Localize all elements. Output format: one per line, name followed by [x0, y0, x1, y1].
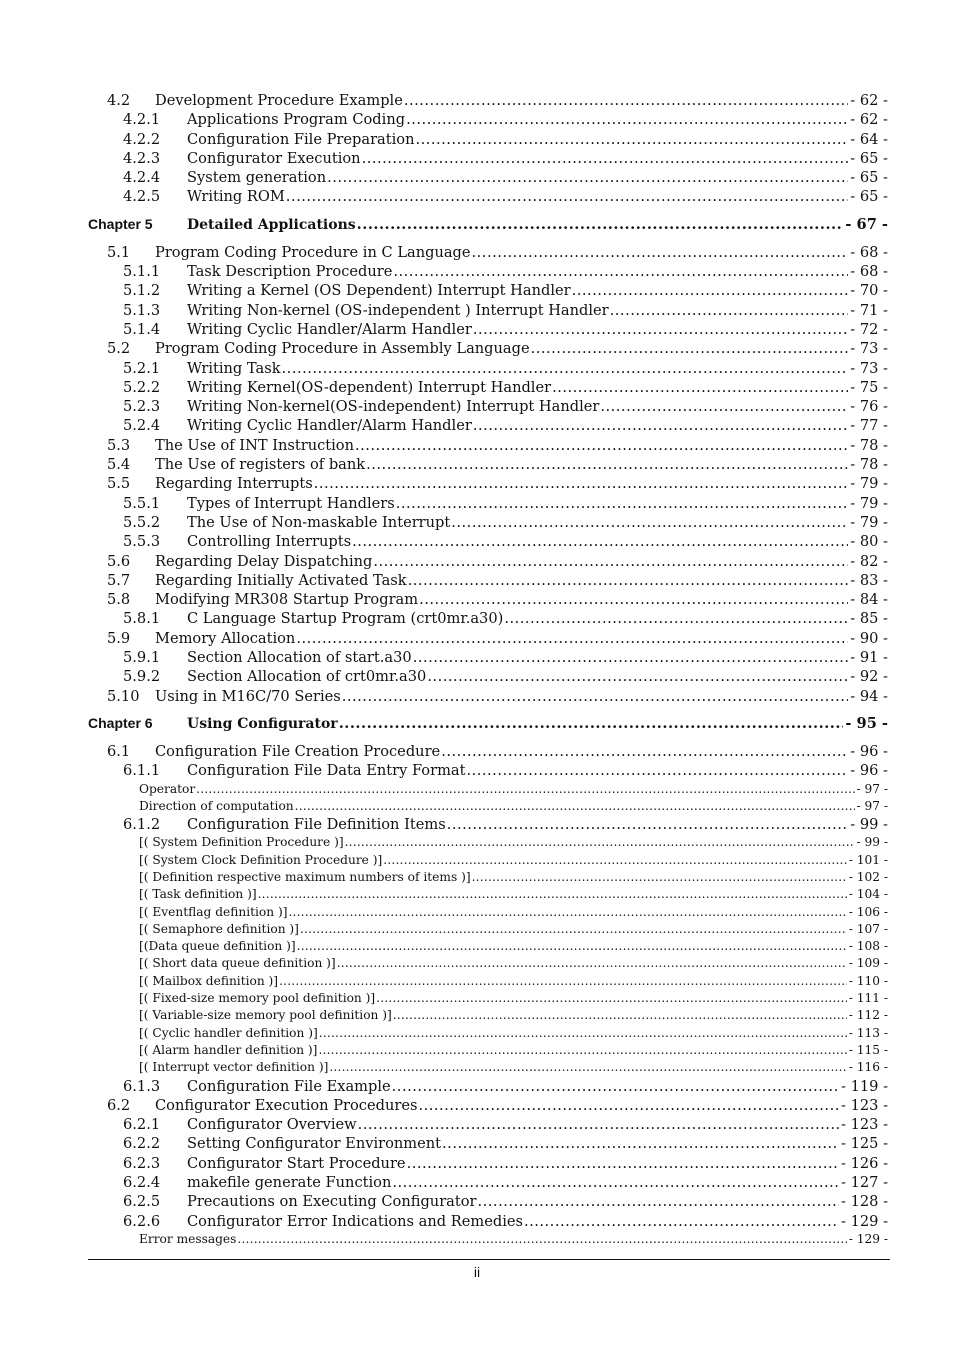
toc-entry-number: 4.2.2 — [123, 130, 161, 148]
toc-entry-number: 5.1 — [107, 243, 131, 261]
dot-leader — [288, 904, 846, 921]
toc-chapter-entry[interactable] — [88, 215, 888, 233]
toc-entry-number: 6.1 — [107, 742, 131, 760]
toc-entry-title: Writing Kernel(OS-dependent) Interrupt Handler — [187, 378, 552, 396]
toc-entry[interactable] — [88, 1025, 888, 1042]
toc-entry-title: System generation — [187, 169, 327, 187]
toc-entry-title: Writing Task — [187, 359, 281, 377]
toc-entry-page: - 113 - — [848, 1025, 888, 1040]
toc-entry-title: Configuration File Preparation — [187, 130, 415, 148]
dot-leader — [258, 886, 847, 903]
dot-leader — [478, 1192, 839, 1211]
toc-entry-title: [(Data queue definition )] — [139, 939, 296, 954]
toc-entry-number: 5.5.2 — [123, 513, 161, 531]
toc-entry-number: 5.2 — [107, 340, 131, 358]
dot-leader — [282, 359, 849, 378]
dot-leader — [318, 1042, 846, 1059]
toc-entry-number: 4.2.5 — [123, 188, 161, 206]
toc-entry-title: C Language Startup Program (crt0mr.a30) — [187, 610, 504, 628]
dot-leader — [415, 130, 848, 149]
toc-entry-page: - 72 - — [850, 320, 888, 338]
toc-entry-page: - 96 - — [850, 762, 888, 780]
toc-entry[interactable] — [88, 552, 888, 571]
toc-entry-page: - 107 - — [848, 921, 888, 936]
dot-leader — [531, 339, 849, 358]
toc-entry-title: [( Semaphore definition )] — [139, 921, 299, 936]
toc-entry-page: - 73 - — [850, 340, 888, 358]
toc-entry-title: Configuration File Example — [187, 1077, 391, 1095]
toc-entry-number: 5.5.3 — [123, 533, 161, 551]
dot-leader — [552, 378, 848, 397]
footer-divider — [88, 1259, 890, 1260]
toc-entry[interactable] — [88, 320, 888, 339]
toc-entry-title: Modifying MR308 Startup Program — [155, 591, 419, 609]
toc-entry[interactable] — [88, 243, 888, 262]
toc-entry-number: Chapter 5 — [88, 215, 153, 232]
toc-entry-page: - 76 - — [850, 398, 888, 416]
toc-entry-page: - 119 - — [841, 1077, 888, 1095]
toc-entry-page: - 70 - — [850, 282, 888, 300]
dot-leader — [524, 1212, 839, 1231]
toc-entry-title: Configurator Execution — [187, 149, 361, 167]
toc-entry-page: - 83 - — [850, 571, 888, 589]
toc-entry-number: 4.2.3 — [123, 149, 161, 167]
toc-entry-title: Development Procedure Example — [155, 92, 403, 109]
dot-leader — [427, 667, 848, 686]
dot-leader — [358, 1115, 839, 1134]
toc-entry-title: Error messages — [139, 1231, 237, 1246]
toc-entry-title: Regarding Interrupts — [155, 475, 313, 493]
toc-entry-page: - 111 - — [848, 991, 888, 1006]
toc-entry-page: - 67 - — [845, 215, 888, 233]
toc-entry[interactable] — [88, 1212, 888, 1231]
toc-entry-page: - 126 - — [841, 1154, 888, 1172]
toc-entry-page: - 110 - — [848, 973, 888, 988]
toc-entry-page: - 92 - — [850, 668, 888, 686]
toc-entry[interactable] — [88, 761, 888, 780]
toc-entry-page: - 90 - — [850, 629, 888, 647]
toc-entry[interactable] — [88, 990, 888, 1007]
toc-entry[interactable] — [88, 359, 888, 378]
dot-leader — [451, 513, 848, 532]
dot-leader — [296, 629, 848, 648]
toc-entry-number: 5.5 — [107, 475, 131, 493]
toc-entry[interactable] — [88, 955, 888, 972]
dot-leader — [319, 1025, 847, 1042]
dot-leader — [447, 815, 849, 834]
toc-entry-number: 5.2.2 — [123, 378, 161, 396]
toc-entry[interactable] — [88, 378, 888, 397]
dot-leader — [366, 455, 848, 474]
toc-entry-page: - 116 - — [848, 1060, 888, 1075]
toc-entry[interactable] — [88, 1173, 888, 1192]
toc-entry[interactable] — [88, 1115, 888, 1134]
toc-entry[interactable] — [88, 281, 888, 300]
toc-entry-title: Writing a Kernel (OS Dependent) Interrupt Handler — [187, 282, 571, 300]
toc-entry-page: - 128 - — [841, 1193, 888, 1211]
toc-entry-page: - 129 - — [841, 1212, 888, 1230]
toc-entry-title: Operator — [139, 781, 196, 796]
toc-entry-title: Writing ROM — [187, 188, 285, 206]
toc-entry[interactable] — [88, 1096, 888, 1115]
dot-leader — [466, 761, 848, 780]
toc-entry-number: 5.3 — [107, 436, 131, 454]
toc-entry-number: 5.9.1 — [123, 649, 161, 667]
toc-entry-number: 6.1.1 — [123, 762, 161, 780]
toc-entry[interactable] — [88, 852, 888, 869]
dot-leader — [376, 990, 847, 1007]
dot-leader — [327, 168, 848, 187]
toc-entry-title: Regarding Delay Dispatching — [155, 552, 373, 570]
toc-entry[interactable] — [88, 416, 888, 435]
toc-entry-page: - 85 - — [850, 610, 888, 628]
toc-entry-title: Detailed Applications — [187, 216, 356, 233]
toc-entry-title: Configuration File Data Entry Format — [187, 762, 466, 780]
dot-leader — [329, 1059, 846, 1076]
toc-entry-title: Controlling Interrupts — [187, 533, 352, 551]
dot-leader — [392, 1173, 839, 1192]
toc-entry-title: [( Alarm handler definition )] — [139, 1042, 318, 1057]
dot-leader — [610, 301, 849, 320]
toc-entry[interactable] — [88, 110, 888, 129]
toc-entry-number: 6.2.1 — [123, 1116, 161, 1134]
toc-entry-number: 5.2.4 — [123, 417, 161, 435]
toc-entry-page: - 129 - — [848, 1231, 888, 1246]
toc-entry-page: - 65 - — [850, 188, 888, 206]
dot-leader — [572, 281, 849, 300]
dot-leader — [337, 955, 847, 972]
toc-entry-title: Setting Configurator Environment — [187, 1135, 442, 1153]
toc-entry-number: 5.2.1 — [123, 359, 161, 377]
dot-leader — [237, 1231, 846, 1248]
toc-entry-page: - 99 - — [856, 835, 888, 850]
toc-entry-page: - 97 - — [856, 781, 888, 796]
toc-entry[interactable] — [88, 886, 888, 903]
toc-entry-title: [( Cyclic handler definition )] — [139, 1025, 318, 1040]
toc-entry-page: - 109 - — [848, 956, 888, 971]
dot-leader — [442, 1134, 839, 1153]
toc-entry-number: 4.2.1 — [123, 111, 161, 129]
toc-entry-title: Configurator Error Indications and Remedies — [187, 1212, 523, 1230]
toc-chapter-entry[interactable] — [88, 714, 888, 732]
toc-entry-title: [( Task definition )] — [139, 887, 257, 902]
toc-entry[interactable] — [88, 571, 888, 590]
toc-entry-page: - 102 - — [848, 869, 888, 884]
toc-entry-title: Configuration File Definition Items — [187, 816, 446, 834]
toc-entry-page: - 82 - — [850, 552, 888, 570]
toc-entry[interactable] — [88, 455, 888, 474]
toc-entry[interactable] — [88, 513, 888, 532]
toc-entry[interactable] — [88, 629, 888, 648]
dot-leader — [408, 571, 849, 590]
dot-leader — [355, 436, 848, 455]
toc-entry[interactable] — [88, 667, 888, 686]
toc-entry[interactable] — [88, 609, 888, 628]
dot-leader — [407, 1154, 839, 1173]
dot-leader — [314, 474, 849, 493]
toc-entry-title: Task Description Procedure — [187, 263, 393, 281]
dot-leader — [419, 590, 848, 609]
toc-entry-title: [( Interrupt vector definition )] — [139, 1060, 329, 1075]
toc-entry-page: - 79 - — [850, 513, 888, 531]
dot-leader — [279, 973, 847, 990]
toc-entry-page: - 95 - — [845, 714, 888, 732]
toc-entry-page: - 104 - — [848, 887, 888, 902]
toc-entry-number: 6.2.2 — [123, 1135, 161, 1153]
toc-entry-page: - 123 - — [841, 1116, 888, 1134]
toc-entry[interactable] — [88, 798, 888, 815]
toc-entry-page: - 96 - — [850, 742, 888, 760]
dot-leader — [418, 1096, 839, 1115]
toc-entry-title: Section Allocation of crt0mr.a30 — [187, 668, 427, 686]
dot-leader — [345, 834, 855, 851]
toc-entry[interactable] — [88, 91, 888, 110]
dot-leader — [504, 609, 848, 628]
toc-entry[interactable] — [88, 742, 888, 761]
toc-entry-title: The Use of Non-maskable Interrupt — [187, 513, 451, 531]
toc-entry-page: - 78 - — [850, 436, 888, 454]
toc-entry-page: - 125 - — [841, 1135, 888, 1153]
toc-entry[interactable] — [88, 590, 888, 609]
toc-entry-page: - 68 - — [850, 243, 888, 261]
toc-entry-number: 5.2.3 — [123, 398, 161, 416]
toc-entry-page: - 94 - — [850, 687, 888, 705]
dot-leader — [404, 91, 848, 110]
toc-entry-title: [( Fixed-size memory pool definition )] — [139, 991, 376, 1006]
toc-entry-number: 5.4 — [107, 456, 131, 474]
toc-entry[interactable] — [88, 1154, 888, 1173]
toc-entry-number: 5.7 — [107, 571, 131, 589]
toc-entry-page: - 106 - — [848, 904, 888, 919]
toc-entry[interactable] — [88, 1231, 888, 1248]
toc-entry[interactable] — [88, 1059, 888, 1076]
toc-entry-page: - 84 - — [850, 591, 888, 609]
toc-entry-page: - 77 - — [850, 417, 888, 435]
toc-entry-page: - 62 - — [850, 111, 888, 129]
toc-entry-page: - 115 - — [848, 1042, 888, 1057]
toc-entry-title: Program Coding Procedure in Assembly Language — [155, 340, 530, 358]
table-of-contents — [88, 91, 888, 1248]
toc-entry-number: 5.8.1 — [123, 610, 161, 628]
toc-entry[interactable] — [88, 834, 888, 851]
toc-entry-title: Writing Cyclic Handler/Alarm Handler — [187, 320, 472, 338]
toc-entry-title: Writing Cyclic Handler/Alarm Handler — [187, 417, 472, 435]
toc-entry-number: 5.8 — [107, 591, 131, 609]
toc-entry-page: - 64 - — [850, 130, 888, 148]
dot-leader — [396, 494, 849, 513]
toc-entry-title: Section Allocation of start.a30 — [187, 649, 412, 667]
toc-entry-page: - 108 - — [848, 939, 888, 954]
dot-leader — [393, 1007, 847, 1024]
toc-entry-title: Writing Non-kernel(OS-independent) Interrupt Handler — [187, 398, 600, 416]
dot-leader — [357, 216, 844, 234]
toc-entry-page: - 65 - — [850, 169, 888, 187]
dot-leader — [413, 648, 849, 667]
toc-entry-page: - 62 - — [850, 92, 888, 109]
toc-entry-page: - 71 - — [850, 301, 888, 319]
toc-entry-page: - 123 - — [841, 1096, 888, 1114]
toc-entry-number: 5.1.3 — [123, 301, 161, 319]
toc-entry[interactable] — [88, 130, 888, 149]
dot-leader — [342, 687, 849, 706]
toc-entry-page: - 65 - — [850, 149, 888, 167]
toc-entry-number: 6.2.5 — [123, 1193, 161, 1211]
toc-entry-number: 5.1.1 — [123, 263, 161, 281]
dot-leader — [473, 416, 848, 435]
toc-entry-title: The Use of registers of bank — [155, 456, 366, 474]
toc-entry-page: - 79 - — [850, 494, 888, 512]
toc-entry-page: - 73 - — [850, 359, 888, 377]
dot-leader — [441, 742, 848, 761]
toc-entry-page: - 80 - — [850, 533, 888, 551]
toc-entry-title: Configurator Start Procedure — [187, 1154, 406, 1172]
toc-entry-page: - 99 - — [850, 816, 888, 834]
toc-entry-title: Precautions on Executing Configurator — [187, 1193, 477, 1211]
toc-entry[interactable] — [88, 532, 888, 551]
toc-entry[interactable] — [88, 938, 888, 955]
toc-entry-page: - 68 - — [850, 263, 888, 281]
dot-leader — [362, 149, 849, 168]
dot-leader — [295, 798, 855, 815]
dot-leader — [339, 715, 844, 733]
toc-entry-page: - 112 - — [848, 1008, 888, 1023]
toc-entry-title: Using in M16C/70 Series — [155, 687, 341, 705]
toc-entry[interactable] — [88, 494, 888, 513]
dot-leader — [286, 187, 848, 206]
dot-leader — [406, 110, 848, 129]
toc-entry-number: 6.2.4 — [123, 1174, 161, 1192]
toc-entry[interactable] — [88, 262, 888, 281]
toc-entry[interactable] — [88, 973, 888, 990]
dot-leader — [196, 781, 854, 798]
dot-leader — [383, 852, 846, 869]
toc-entry[interactable] — [88, 339, 888, 358]
toc-entry[interactable] — [88, 781, 888, 798]
toc-entry-title: Writing Non-kernel (OS-independent ) Interrupt Handler — [187, 301, 609, 319]
toc-entry[interactable] — [88, 921, 888, 938]
toc-entry-number: 5.1.4 — [123, 320, 161, 338]
toc-entry-number: 6.2.6 — [123, 1212, 161, 1230]
dot-leader — [472, 869, 847, 886]
toc-entry[interactable] — [88, 815, 888, 834]
toc-entry[interactable] — [88, 301, 888, 320]
dot-leader — [600, 397, 848, 416]
toc-entry[interactable] — [88, 187, 888, 206]
toc-entry-number: 5.9.2 — [123, 668, 161, 686]
toc-entry-page: - 75 - — [850, 378, 888, 396]
toc-entry[interactable] — [88, 474, 888, 493]
toc-entry-number: 6.2.3 — [123, 1154, 161, 1172]
toc-entry-title: Applications Program Coding — [187, 111, 406, 129]
toc-entry-title: Direction of computation — [139, 798, 294, 813]
toc-entry-title: Program Coding Procedure in C Language — [155, 243, 471, 261]
toc-entry-number: 4.2.4 — [123, 169, 161, 187]
toc-entry[interactable] — [88, 1192, 888, 1211]
toc-entry[interactable] — [88, 397, 888, 416]
toc-entry-title: The Use of INT Instruction — [155, 436, 354, 454]
toc-entry[interactable] — [88, 1077, 888, 1096]
toc-entry-title: Using Configurator — [187, 715, 338, 732]
dot-leader — [373, 552, 848, 571]
toc-entry[interactable] — [88, 1134, 888, 1153]
toc-entry-title: [( System Definition Procedure )] — [139, 835, 344, 850]
toc-entry-title: makefile generate Function — [187, 1174, 392, 1192]
dot-leader — [352, 532, 848, 551]
toc-entry-number: 6.1.2 — [123, 816, 161, 834]
toc-entry-title: [( Definition respective maximum numbers of items )] — [139, 869, 471, 884]
dot-leader — [393, 262, 848, 281]
toc-entry-title: Configurator Execution Procedures — [155, 1096, 418, 1114]
toc-entry-page: - 127 - — [841, 1174, 888, 1192]
toc-entry-page: - 91 - — [850, 649, 888, 667]
toc-entry[interactable] — [88, 687, 888, 706]
page-number: ii — [473, 1264, 481, 1280]
dot-leader — [472, 243, 849, 262]
dot-leader — [392, 1077, 839, 1096]
toc-entry-title: [( Eventflag definition )] — [139, 904, 288, 919]
toc-entry[interactable] — [88, 648, 888, 667]
toc-entry-page: - 101 - — [848, 852, 888, 867]
toc-entry-title: Configurator Overview — [187, 1116, 357, 1134]
toc-entry-number: Chapter 6 — [88, 714, 153, 731]
toc-entry-page: - 79 - — [850, 475, 888, 493]
toc-entry-number: 5.5.1 — [123, 494, 161, 512]
dot-leader — [473, 320, 848, 339]
toc-entry-page: - 78 - — [850, 456, 888, 474]
toc-entry[interactable] — [88, 1007, 888, 1024]
toc-entry-number: 5.10 — [107, 687, 140, 705]
toc-entry-number: 5.1.2 — [123, 282, 161, 300]
toc-entry[interactable] — [88, 904, 888, 921]
toc-entry-number: 5.6 — [107, 552, 131, 570]
dot-leader — [300, 921, 847, 938]
toc-entry-number: 6.1.3 — [123, 1077, 161, 1095]
toc-entry-title: [( System Clock Definition Procedure )] — [139, 852, 383, 867]
toc-entry[interactable] — [88, 149, 888, 168]
toc-entry-page: - 97 - — [856, 798, 888, 813]
toc-entry-number: 5.9 — [107, 629, 131, 647]
toc-entry-title: Types of Interrupt Handlers — [187, 494, 395, 512]
toc-entry[interactable] — [88, 436, 888, 455]
toc-entry-title: Configuration File Creation Procedure — [155, 742, 441, 760]
toc-entry-number: 6.2 — [107, 1096, 131, 1114]
toc-entry-title: Regarding Initially Activated Task — [155, 571, 407, 589]
toc-entry-title: [( Short data queue definition )] — [139, 956, 336, 971]
toc-entry-title: [( Mailbox definition )] — [139, 973, 279, 988]
dot-leader — [297, 938, 847, 955]
toc-entry-title: Memory Allocation — [155, 629, 296, 647]
toc-entry[interactable] — [88, 1042, 888, 1059]
toc-entry[interactable] — [88, 869, 888, 886]
toc-entry[interactable] — [88, 168, 888, 187]
toc-entry-number: 4.2 — [107, 92, 131, 109]
toc-entry-title: [( Variable-size memory pool definition )] — [139, 1008, 392, 1023]
